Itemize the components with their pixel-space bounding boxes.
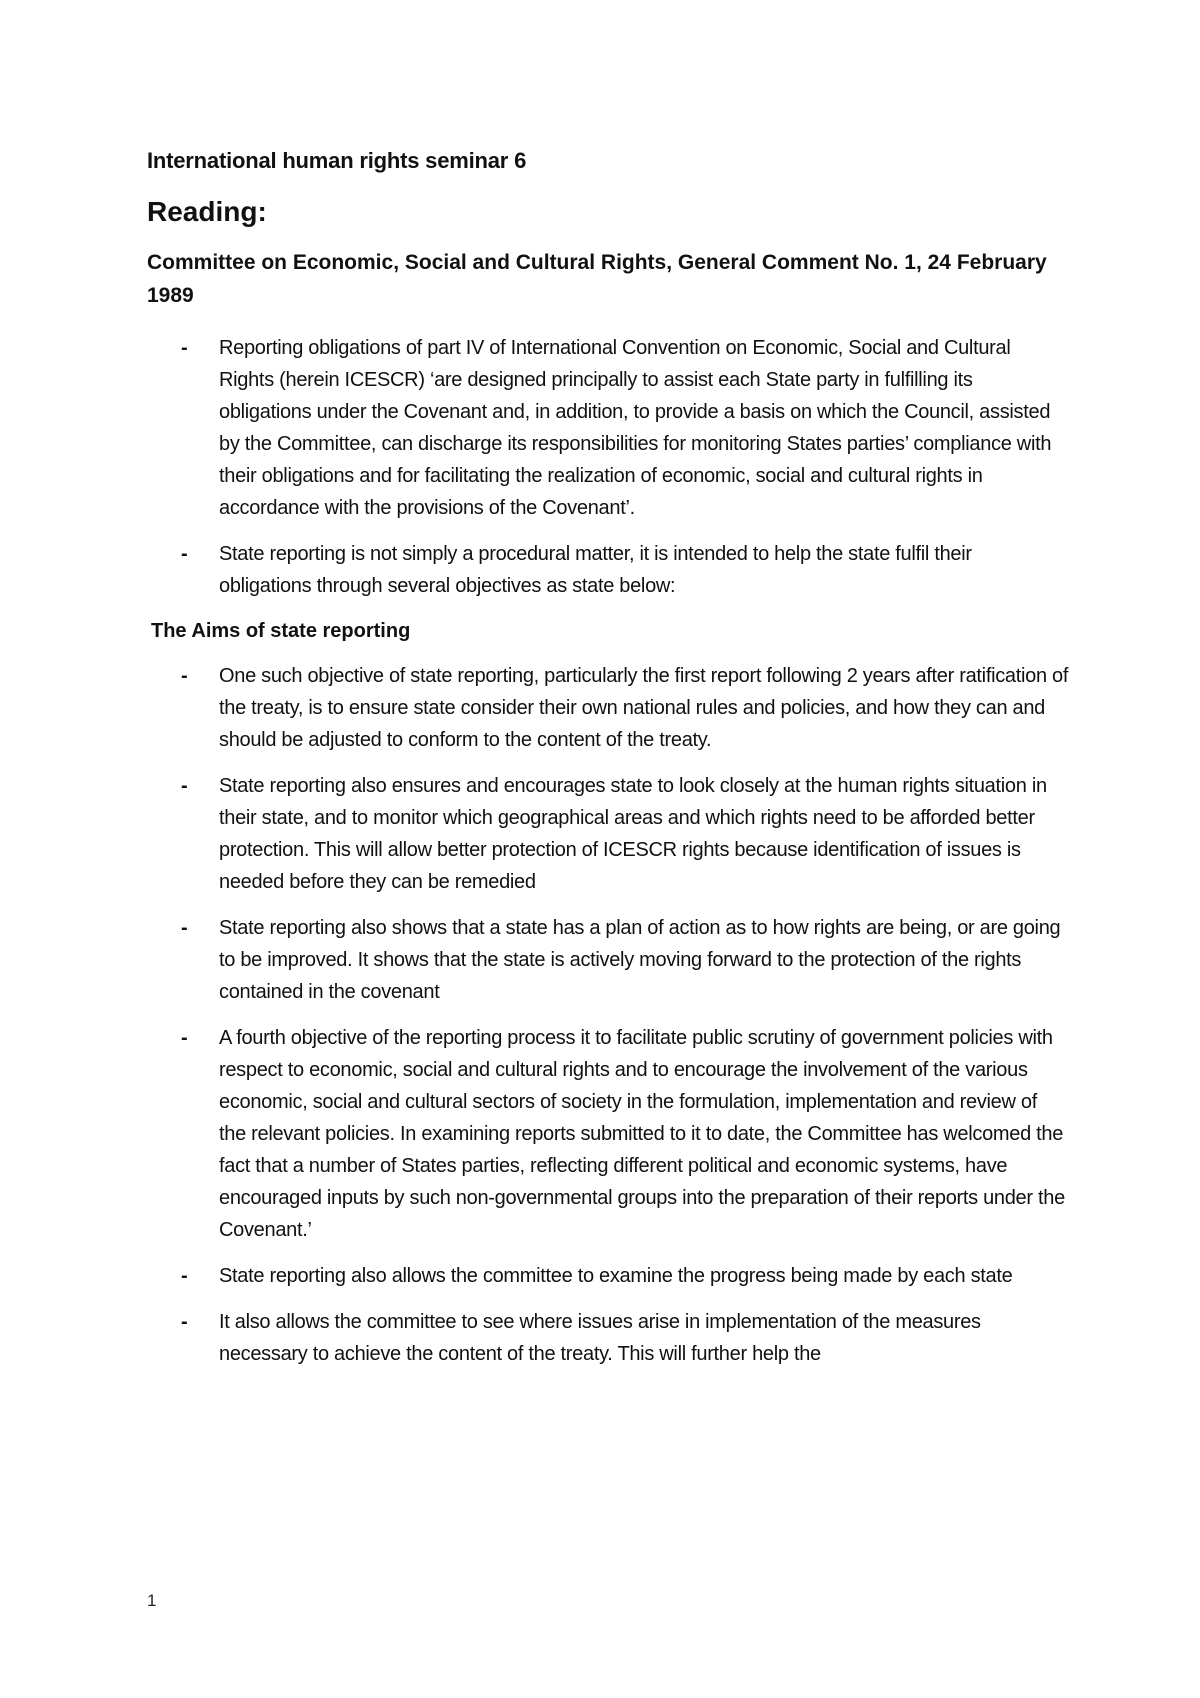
- aims-bullet-list: [147, 660, 1067, 1370]
- bullet-text: State reporting also shows that a state has a plan of action as to how rights are being, or are going to be improved. It shows that the state is actively moving forward to the protection of the rights contained in the covenant: [219, 917, 1061, 1003]
- bullet-marker: -: [181, 543, 188, 565]
- bullet-marker: -: [181, 1265, 188, 1287]
- bullet-marker: -: [181, 665, 188, 687]
- bullet-text: It also allows the committee to see where issues arise in implementation of the measures necessary to achieve the content of the treaty. This will further help the: [219, 1311, 981, 1365]
- bullet-marker: -: [181, 337, 188, 359]
- list-item: [147, 1260, 1069, 1292]
- bullet-text: Reporting obligations of part IV of International Convention on Economic, Social and Cultural Rights (herein ICESCR) ‘are designed principally to assist each State party in fulfilling its obligations under the Covenant and, in addition, to provide a basis on which the Council, assisted by the Committee, can discharge its responsibilities for monitoring States parties’ compliance with their obligations and for facilitating the realization of economic, social and cultural rights in accordance with the provisions of the Covenant’.: [219, 337, 1052, 519]
- source-heading: Committee on Economic, Social and Cultural Rights, General Comment No. 1, 24 February 1989: [147, 251, 1047, 307]
- list-item: [147, 1022, 1069, 1246]
- bullet-marker: -: [181, 1311, 188, 1333]
- aims-heading: The Aims of state reporting: [151, 620, 411, 642]
- bullet-marker: -: [181, 917, 188, 939]
- bullet-marker: -: [181, 775, 188, 797]
- bullet-text: One such objective of state reporting, particularly the first report following 2 years after ratification of the treaty, is to ensure state consider their own national rules and policies, and how they can and should be adjusted to conform to the content of the treaty.: [219, 665, 1069, 751]
- page-number: 1: [147, 1591, 157, 1610]
- document-title: International human rights seminar 6: [147, 148, 527, 173]
- list-item: [147, 770, 1069, 898]
- list-item: [147, 1306, 1069, 1370]
- list-item: [147, 660, 1069, 756]
- bullet-text: A fourth objective of the reporting process it to facilitate public scrutiny of government policies with respect to economic, social and cultural rights and to encourage the involvement of the various economic, social and cultural sectors of society in the formulation, implementation and review of the relevant policies. In examining reports submitted to it to date, the Committee has welcomed the fact that a number of States parties, reflecting different political and economic systems, have encouraged inputs by such non-governmental groups into the preparation of their reports under the Covenant.’: [219, 1027, 1065, 1241]
- intro-bullet-list: [147, 332, 1067, 602]
- bullet-text: State reporting also ensures and encourages state to look closely at the human rights situation in their state, and to monitor which geographical areas and which rights need to be afforded better protection. This will allow better protection of ICESCR rights because identification of issues is needed before they can be remedied: [219, 775, 1047, 893]
- bullet-marker: -: [181, 1027, 188, 1049]
- bullet-text: State reporting is not simply a procedural matter, it is intended to help the state fulfil their obligations through several objectives as state below:: [219, 543, 972, 597]
- list-item: [147, 332, 1069, 524]
- reading-heading: Reading:: [147, 196, 267, 227]
- list-item: [147, 912, 1069, 1008]
- bullet-text: State reporting also allows the committee to examine the progress being made by each state: [219, 1265, 1013, 1287]
- document-body: [147, 146, 1067, 1370]
- list-item: [147, 538, 1069, 602]
